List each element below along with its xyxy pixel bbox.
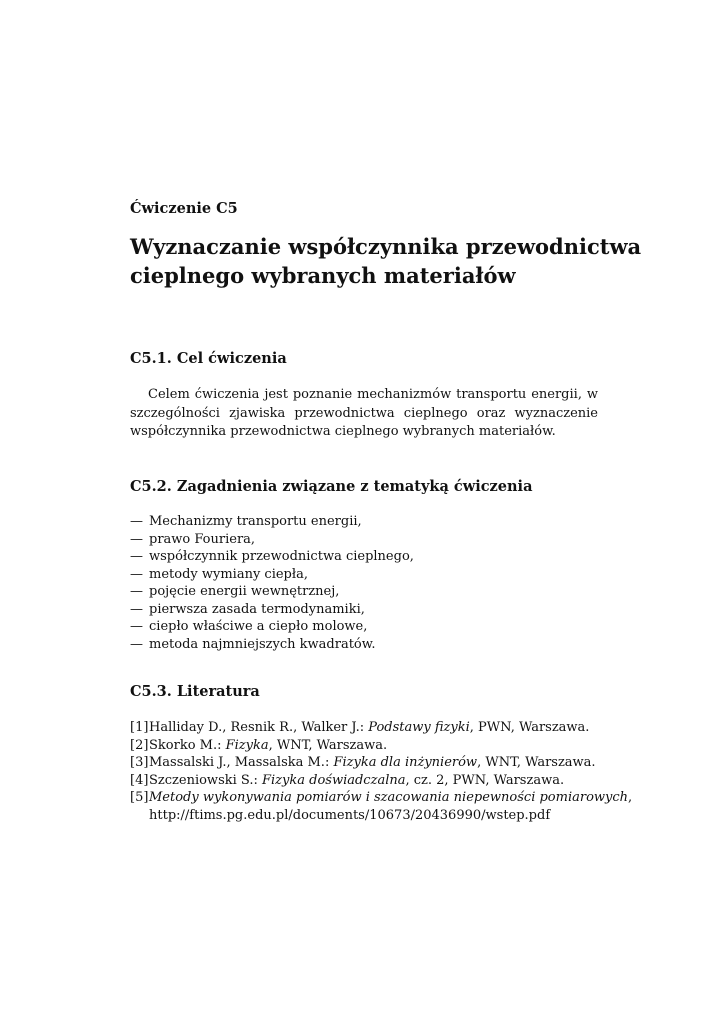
list-item [130, 531, 414, 549]
chapter-title: Wyznaczanie współczynnika przewodnictwa cieplnego wybranych materiałów [130, 234, 642, 288]
reference-number: [5] [130, 790, 149, 805]
dash-bullet: — [130, 549, 143, 564]
reference-authors: Halliday D., Resnik R., Walker J.: [149, 720, 369, 735]
list-item-text: prawo Fouriera, [149, 531, 256, 547]
list-item-text: metoda najmniejszych kwadratów. [149, 636, 376, 652]
reference-authors: Massalski J., Massalska M.: [149, 755, 334, 770]
section-heading-topics: C5.2. Zagadnienia związane z tematyką ćwiczenia [130, 478, 533, 495]
section-heading-literature: C5.3. Literatura [130, 683, 260, 700]
reference-item [130, 772, 610, 790]
section-heading-goal: C5.1. Cel ćwiczenia [130, 350, 287, 367]
reference-title: Fizyka doświadczalna [262, 772, 406, 788]
chapter-label: Ćwiczenie C5 [130, 200, 238, 217]
goal-paragraph: Celem ćwiczenia jest poznanie mechanizmów transportu energii, w szczególności zjawiska przewodnictwa cieplnego oraz wyznaczenie współczynnika przewodnictwa cieplnego wybranych materiałów. [130, 387, 598, 439]
reference-title: Metody wykonywania pomiarów i szacowania niepewności pomiarowych [149, 790, 629, 805]
reference-number: [3] [130, 755, 149, 770]
dash-bullet: — [130, 584, 143, 599]
reference-publisher: , cz. 2, PWN, Warszawa. [405, 772, 565, 788]
list-item-text: ciepło właściwe a ciepło molowe, [149, 619, 368, 634]
reference-authors: Skorko M.: [149, 737, 226, 753]
reference-url-line [130, 807, 610, 825]
reference-authors: Szczeniowski S.: [149, 772, 262, 788]
reference-publisher: , PWN, Warszawa. [469, 720, 590, 735]
reference-item [130, 719, 610, 737]
list-item-text: pojęcie energii wewnętrznej, [149, 584, 340, 599]
reference-item [130, 737, 610, 755]
reference-title: Fizyka dla inżynierów [333, 755, 478, 770]
list-item [130, 583, 414, 601]
references-list [130, 719, 633, 824]
list-item [130, 513, 414, 531]
list-item-text: metody wymiany ciepła, [149, 566, 308, 582]
reference-publisher: , [628, 790, 633, 805]
topics-list [130, 513, 414, 653]
list-item-text: pierwsza zasada termodynamiki, [149, 601, 365, 617]
list-item-text: współczynnik przewodnictwa cieplnego, [149, 549, 414, 564]
list-item [130, 618, 414, 636]
dash-bullet: — [130, 514, 143, 529]
reference-item [130, 789, 633, 807]
reference-number: [2] [130, 737, 149, 753]
reference-number: [1] [130, 720, 149, 735]
list-item [130, 601, 414, 619]
dash-bullet: — [130, 601, 143, 617]
reference-item [130, 754, 610, 772]
dash-bullet: — [130, 531, 143, 547]
dash-bullet: — [130, 619, 143, 634]
reference-title: Podstawy fizyki [368, 720, 470, 735]
reference-number: [4] [130, 772, 149, 788]
dash-bullet: — [130, 636, 143, 652]
list-item-text: Mechanizmy transportu energii, [149, 514, 362, 529]
list-item [130, 548, 414, 566]
dash-bullet: — [130, 566, 143, 582]
reference-url[interactable]: http://ftims.pg.edu.pl/documents/10673/20436990/wstep.pdf [149, 807, 551, 823]
reference-publisher: , WNT, Warszawa. [477, 755, 596, 770]
list-item [130, 636, 414, 654]
reference-publisher: , WNT, Warszawa. [268, 737, 388, 753]
reference-title: Fizyka [225, 737, 269, 753]
list-item [130, 566, 414, 584]
